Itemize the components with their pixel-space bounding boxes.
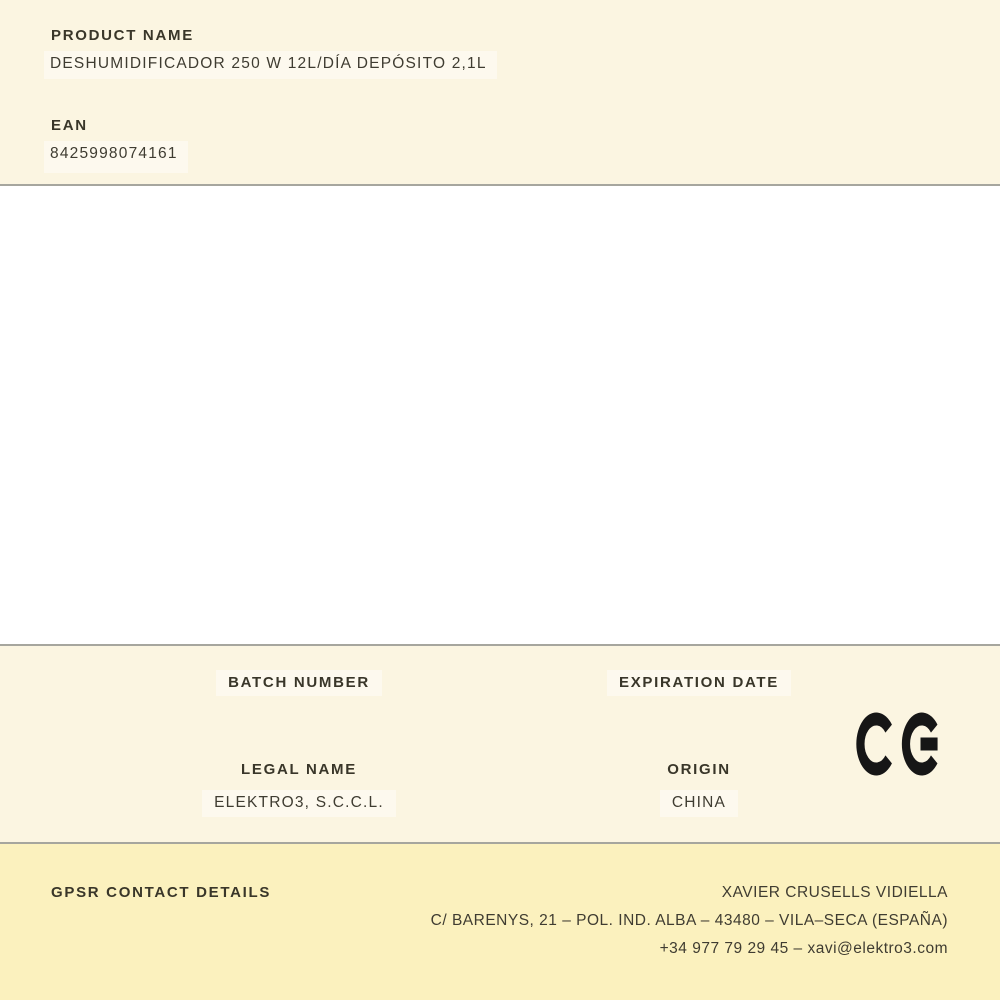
origin-field: [499, 761, 899, 779]
contact-person: XAVIER CRUSELLS VIDIELLA: [721, 884, 948, 901]
gpsr-contact-row: [0, 844, 1000, 963]
ean-value: 8425998074161: [44, 141, 188, 173]
ean-label: EAN: [51, 117, 88, 134]
origin-value: CHINA: [660, 790, 738, 817]
contact-phone-email: +34 977 79 29 45 – xavi@elektro3.com: [659, 940, 948, 957]
product-name-label: PRODUCT NAME: [51, 27, 194, 44]
legal-name-value-wrap: [99, 790, 499, 817]
legal-name-value: ELEKTRO3, S.C.C.L.: [202, 790, 396, 817]
expiration-date-field: [499, 670, 899, 696]
legal-name-label: LEGAL NAME: [241, 761, 357, 778]
batch-number-field: [99, 670, 499, 696]
expiration-date-label: EXPIRATION DATE: [607, 670, 791, 696]
origin-value-wrap: [499, 790, 899, 817]
gpsr-contact-section: [0, 844, 1000, 1000]
gpsr-contact-label: GPSR CONTACT DETAILS: [51, 884, 272, 901]
contact-address: C/ BARENYS, 21 – POL. IND. ALBA – 43480 – VILA–SECA (ESPAÑA): [430, 912, 948, 929]
legal-name-field: [99, 761, 499, 779]
origin-label: ORIGIN: [667, 761, 731, 778]
ce-mark-icon: [856, 712, 942, 776]
gpsr-contact-lines: [431, 879, 948, 963]
product-info-section: [0, 0, 1000, 184]
compliance-section: [0, 646, 1000, 842]
product-image-area: [0, 186, 1000, 644]
batch-number-label: BATCH NUMBER: [216, 670, 382, 696]
product-name-value: DESHUMIDIFICADOR 250 W 12L/DÍA DEPÓSITO 2,1L: [44, 51, 497, 79]
